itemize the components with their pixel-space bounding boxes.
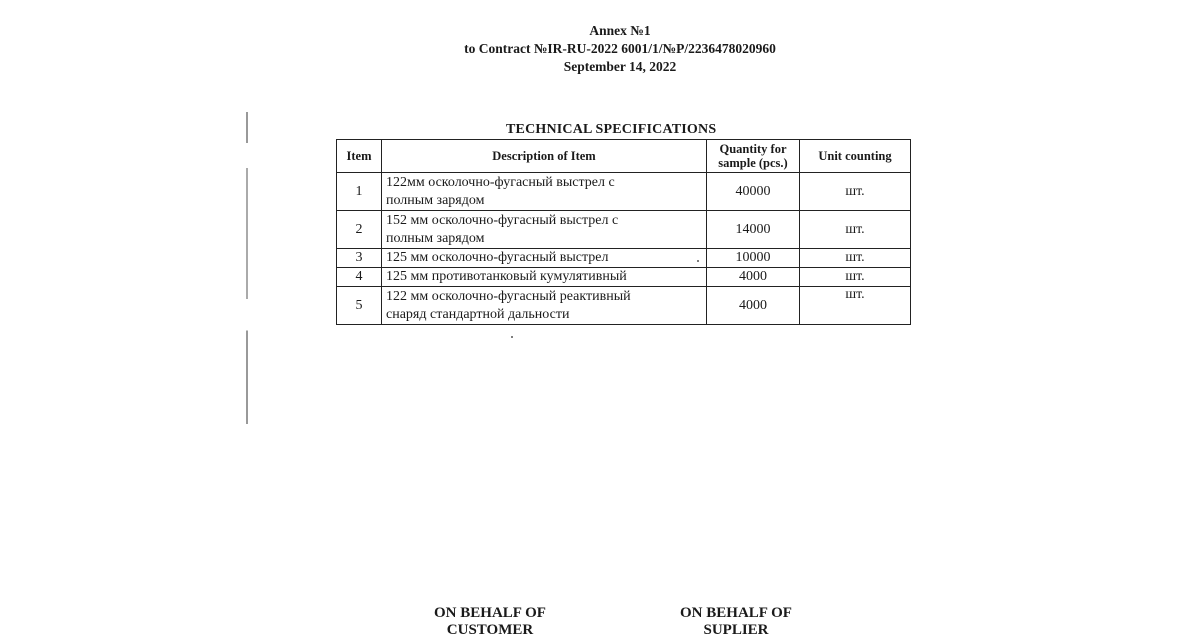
row-item: 5 [337, 287, 382, 325]
table-row [337, 287, 911, 325]
header-item: Item [337, 140, 382, 173]
row-quantity: 14000 [707, 211, 800, 249]
row-item: 2 [337, 211, 382, 249]
document-header [0, 22, 1200, 76]
row-unit: шт. [800, 211, 911, 249]
row-description [382, 211, 707, 249]
row-quantity: 4000 [707, 287, 800, 325]
customer-signature-block [410, 605, 570, 639]
row-unit: шт. [800, 268, 911, 287]
header-quantity-line2: sample (pcs.) [718, 156, 788, 170]
row-quantity: 10000 [707, 249, 800, 268]
row-description: 125 мм противотанковый кумулятивный [382, 268, 707, 287]
supplier-signature-line2: SUPLIER [703, 622, 769, 638]
row-description [382, 173, 707, 211]
header-description: Description of Item [382, 140, 707, 173]
row-unit: шт. [800, 173, 911, 211]
row-unit: шт. [800, 287, 911, 325]
supplier-signature-line1: ON BEHALF OF [680, 605, 792, 621]
scan-speck [511, 336, 513, 338]
annex-title: Annex №1 [589, 23, 651, 38]
row-description-line2: полным зарядом [386, 192, 485, 208]
row-item: 3 [337, 249, 382, 268]
row-description-line2: полным зарядом [386, 230, 485, 246]
header-unit: Unit counting [800, 140, 911, 173]
row-description-line1: 122мм осколочно-фугасный выстрел с [386, 174, 615, 190]
row-quantity: 40000 [707, 173, 800, 211]
contract-reference: to Contract №IR-RU-2022 6001/1/№P/2236478020960 [464, 41, 776, 56]
spec-table [336, 139, 911, 325]
table-row [337, 268, 911, 287]
scan-margin-line [246, 112, 248, 424]
row-description: 125 мм осколочно-фугасный выстрел [382, 249, 707, 268]
table-row [337, 173, 911, 211]
row-description [382, 287, 707, 325]
row-item: 4 [337, 268, 382, 287]
row-item: 1 [337, 173, 382, 211]
customer-signature-line2: CUSTOMER [446, 622, 534, 638]
document-date: September 14, 2022 [563, 59, 677, 74]
row-description-line1: 152 мм осколочно-фугасный выстрел с [386, 212, 619, 228]
table-header-row [337, 140, 911, 173]
row-description-line1: 122 мм осколочно-фугасный реактивный [386, 288, 631, 304]
supplier-signature-block [656, 605, 816, 639]
row-quantity: 4000 [707, 268, 800, 287]
scan-speck [697, 260, 699, 262]
header-quantity [707, 140, 800, 173]
header-quantity-line1: Quantity for [719, 142, 787, 156]
table-row [337, 249, 911, 268]
customer-signature-line1: ON BEHALF OF [434, 605, 546, 621]
table-row [337, 211, 911, 249]
row-description-line2: снаряд стандартной дальности [386, 306, 570, 322]
row-unit: шт. [800, 249, 911, 268]
spec-title: TECHNICAL SPECIFICATIONS [506, 122, 717, 137]
